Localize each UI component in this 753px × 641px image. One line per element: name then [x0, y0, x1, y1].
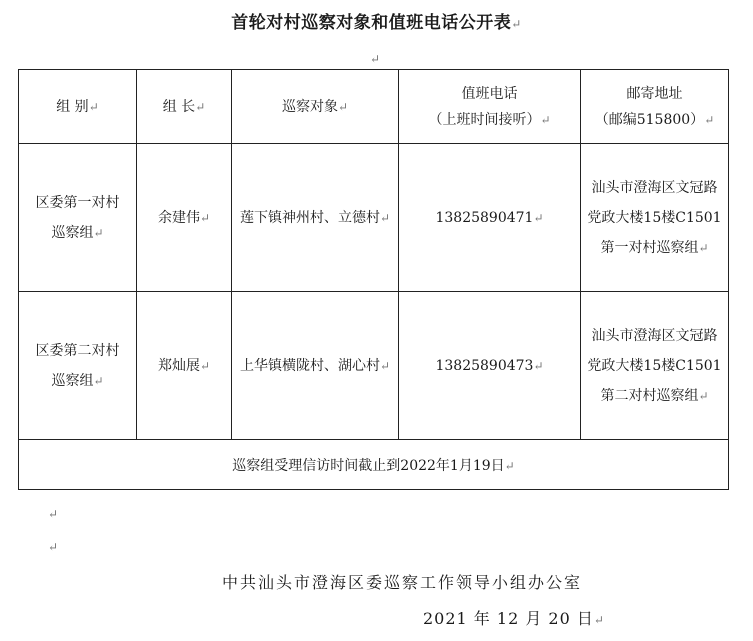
- leader-cell: 余建伟↵: [137, 144, 232, 292]
- table-header-row: [19, 70, 729, 144]
- paragraph-mark-icon: ↵: [704, 112, 715, 127]
- target-cell: 上华镇横陇村、湖心村↵: [232, 292, 399, 440]
- organization-name: 中共汕头市澄海区委巡察工作领导小组办公室: [222, 573, 583, 592]
- paragraph-mark-icon: ↵: [379, 210, 391, 225]
- address-cell: 汕头市澄海区文冠路党政大楼15楼C1501第一对村巡察组↵: [581, 144, 729, 292]
- paragraph-mark-icon: ↵: [370, 52, 381, 66]
- leader-cell: 郑灿展↵: [137, 292, 232, 440]
- paragraph-mark-icon: ↵: [698, 240, 709, 255]
- issuing-organization: [222, 570, 582, 593]
- header-phone-line1: 值班电话: [461, 85, 518, 102]
- note-row: [19, 440, 729, 490]
- header-address-line1: 邮寄地址: [626, 85, 683, 102]
- paragraph-mark-icon: ↵: [504, 458, 515, 473]
- phone-cell: 13825890471↵: [399, 144, 581, 292]
- phone-cell: 13825890473↵: [399, 292, 581, 440]
- table-row: [19, 144, 729, 292]
- paragraph-mark-icon: ↵: [199, 358, 211, 373]
- group-name-line1: 区委第一对村: [35, 194, 120, 211]
- address-cell: 汕头市澄海区文冠路党政大楼15楼C1501第二对村巡察组↵: [581, 292, 729, 440]
- table-row: [19, 292, 729, 440]
- header-group: 组 别↵: [19, 70, 137, 144]
- group-cell: [19, 144, 137, 292]
- paragraph-mark-icon: ↵: [698, 388, 709, 403]
- date-text: 2021 年 12 月 20 日: [423, 609, 594, 628]
- paragraph-mark-icon: ↵: [195, 99, 206, 114]
- header-target: 巡察对象↵: [232, 70, 399, 144]
- paragraph-mark-icon: ↵: [199, 210, 211, 225]
- paragraph-mark-icon: ↵: [88, 99, 99, 114]
- issue-date: [423, 606, 605, 629]
- paragraph-mark-icon: ↵: [337, 99, 349, 114]
- paragraph-mark-icon: ↵: [93, 373, 104, 388]
- group-name-line2: 巡察组↵: [51, 224, 104, 241]
- inspection-table: [18, 69, 729, 490]
- header-phone: [399, 70, 581, 144]
- note-cell: 巡察组受理信访时间截止到2022年1月19日↵: [19, 440, 729, 490]
- paragraph-mark-icon: ↵: [540, 112, 551, 127]
- title-text: 首轮对村巡察对象和值班电话公开表: [231, 13, 512, 33]
- paragraph-mark-icon: ↵: [533, 210, 544, 225]
- paragraph-mark-icon: ↵: [593, 613, 605, 627]
- header-leader: 组 长↵: [137, 70, 232, 144]
- group-name-line1: 区委第二对村: [35, 342, 120, 359]
- target-cell: 莲下镇神州村、立德村↵: [232, 144, 399, 292]
- group-cell: [19, 292, 137, 440]
- header-phone-line2: （上班时间接听）↵: [428, 111, 551, 128]
- document-title: [0, 8, 753, 33]
- header-address: [581, 70, 729, 144]
- paragraph-mark-icon: ↵: [48, 507, 59, 521]
- group-name-line2: 巡察组↵: [51, 372, 104, 389]
- paragraph-mark-icon: ↵: [93, 225, 104, 240]
- paragraph-mark-icon: ↵: [511, 17, 522, 31]
- header-address-line2: （邮编515800）↵: [594, 111, 715, 128]
- paragraph-mark-icon: ↵: [533, 358, 544, 373]
- paragraph-mark-icon: ↵: [48, 540, 59, 554]
- paragraph-mark-icon: ↵: [379, 358, 391, 373]
